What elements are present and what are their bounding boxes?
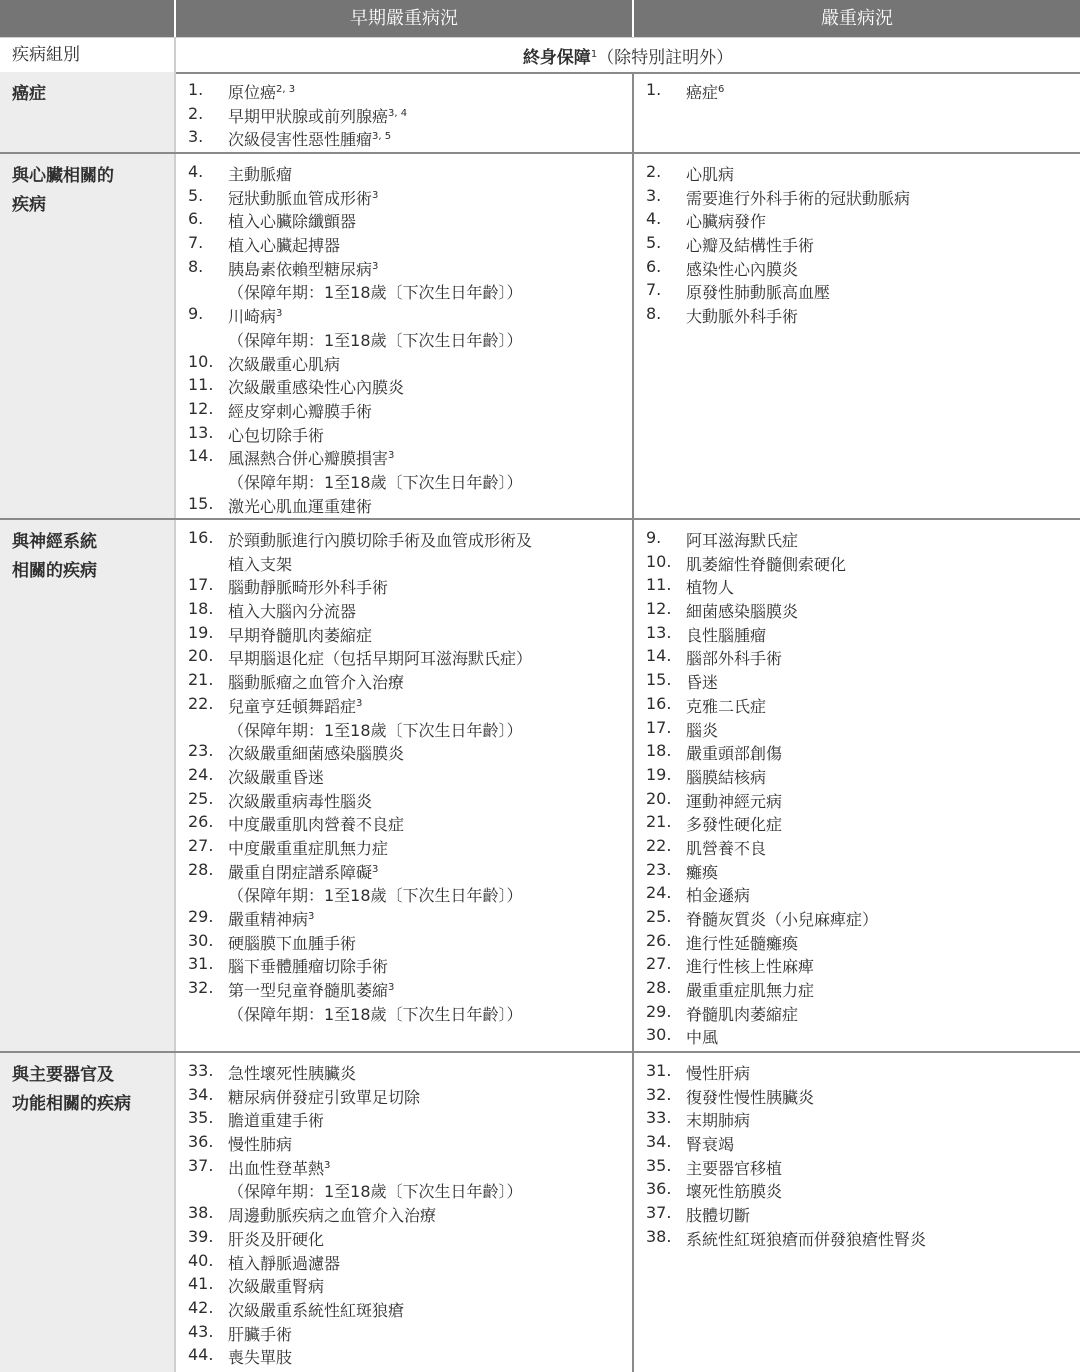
major-illness-list	[646, 526, 1076, 1047]
list-item: 1. 癌症$^6$	[646, 80, 725, 102]
list-item: 17. 腦炎	[646, 717, 719, 740]
list-item: 25. 脊髓灰質炎（小兒麻痺症）	[646, 907, 879, 929]
list-item: 11. 次級嚴重感染性心內膜炎	[188, 375, 405, 398]
list-item: 31. 慢性肝病	[646, 1061, 751, 1083]
major-illness-list	[646, 78, 1076, 102]
list-item: 14. 風濕熱合併心瓣膜損害$^3$	[188, 446, 395, 469]
table-header	[0, 0, 1080, 37]
list-item: 3. 需要進行外科手術的冠狀動脈病	[646, 185, 911, 208]
list-item: 13. 良性腦腫瘤	[646, 622, 767, 645]
list-item: 29. 脊髓肌肉萎縮症	[646, 1001, 799, 1024]
list-item: 37. 出血性登革熱$^3$	[188, 1155, 331, 1178]
list-item: （保障年期：1至18歲〔下次生日年齡〕）	[228, 1182, 523, 1202]
early-illness-list	[188, 526, 628, 1023]
list-item: 5. 心瓣及結構性手術	[646, 233, 815, 256]
list-item: 13. 心包切除手術	[188, 422, 325, 445]
major-illness-list	[646, 160, 1076, 326]
list-item: 3. 次級侵害性惡性腫瘤$^{3, 5}$	[188, 127, 392, 150]
list-item: 39. 肝炎及肝硬化	[188, 1226, 325, 1249]
list-item: 植入支架	[228, 554, 293, 574]
list-item: 6. 感染性心內膜炎	[646, 256, 799, 279]
early-illness-list	[188, 1059, 628, 1367]
list-item: 38. 系統性紅斑狼瘡而併發狼瘡性腎炎	[646, 1226, 927, 1249]
list-item: （保障年期：1至18歲〔下次生日年齡〕）	[228, 886, 523, 906]
header-critical-illness: 嚴重病況	[634, 0, 1080, 37]
list-item: 27. 中度嚴重重症肌無力症	[188, 835, 389, 858]
list-item: 30. 中風	[646, 1025, 719, 1048]
list-item: 38. 周邊動脈疾病之血管介入治療	[188, 1203, 437, 1226]
list-item: 4. 主動脈瘤	[188, 162, 293, 184]
list-item: 16. 於頸動脈進行內膜切除手術及血管成形術及	[188, 528, 533, 550]
disease-group-label: 疾病組別	[12, 45, 80, 65]
list-item: 12. 經皮穿刺心瓣膜手術	[188, 398, 373, 421]
list-item: 20. 早期腦退化症（包括早期阿耳滋海默氏症）	[188, 646, 533, 669]
list-item: 32. 復發性慢性胰臟炎	[646, 1084, 815, 1107]
early-illness-list	[188, 78, 628, 149]
list-item: 14. 腦部外科手術	[646, 646, 783, 669]
list-item: 36. 慢性肺病	[188, 1132, 293, 1155]
list-item: 22. 肌營養不良	[646, 835, 767, 858]
list-item: 24. 柏金遜病	[646, 883, 751, 906]
list-item: 19. 腦膜結核病	[646, 764, 767, 787]
list-item: 7. 植入心臟起搏器	[188, 233, 341, 256]
major-illness-list	[646, 1059, 1076, 1249]
list-item: 2. 心肌病	[646, 162, 735, 184]
group-name: 與神經系統 相關的疾病	[0, 520, 174, 1051]
list-item: 4. 心臟病發作	[646, 209, 767, 232]
list-item: 32. 第一型兒童脊髓肌萎縮$^3$	[188, 978, 395, 1001]
list-item: 30. 硬腦膜下血腫手術	[188, 930, 357, 953]
list-item: 16. 克雅二氏症	[646, 693, 767, 716]
list-item: 24. 次級嚴重昏迷	[188, 764, 325, 787]
list-item: 23. 癱瘓	[646, 859, 719, 882]
coverage-subheader	[0, 37, 1080, 74]
list-item: 40. 植入靜脈過濾器	[188, 1250, 341, 1273]
group-heart	[0, 154, 1080, 520]
list-item: 27. 進行性核上性麻痺	[646, 954, 815, 977]
list-item: 18. 嚴重頭部創傷	[646, 741, 783, 764]
list-item: 22. 兒童亨廷頓舞蹈症$^3$	[188, 693, 363, 716]
list-item: 2. 早期甲狀腺或前列腺癌$^{3, 4}$	[188, 103, 408, 126]
list-item: 7. 原發性肺動脈高血壓	[646, 280, 831, 303]
list-item: 9. 阿耳滋海默氏症	[646, 528, 799, 550]
list-item: 37. 肢體切斷	[646, 1203, 751, 1226]
group-name: 與主要器官及 功能相關的疾病	[0, 1053, 174, 1372]
list-item: 34. 腎衰竭	[646, 1132, 735, 1155]
list-item: 10. 肌萎縮性脊髓側索硬化	[646, 551, 847, 574]
list-item: 41. 次級嚴重腎病	[188, 1274, 325, 1297]
list-item: 17. 腦動靜脈畸形外科手術	[188, 575, 389, 598]
list-item: 6. 植入心臟除纖顫器	[188, 209, 357, 232]
list-item: 31. 腦下垂體腫瘤切除手術	[188, 954, 389, 977]
list-item: 33. 急性壞死性胰臟炎	[188, 1061, 357, 1083]
list-item: （保障年期：1至18歲〔下次生日年齡〕）	[228, 330, 523, 350]
list-item: 29. 嚴重精神病$^3$	[188, 907, 315, 929]
list-item: 8. 胰島素依賴型糖尿病$^3$	[188, 256, 379, 279]
list-item: 44. 喪失單肢	[188, 1345, 293, 1368]
list-item: 15. 昏迷	[646, 670, 719, 693]
list-item: 18. 植入大腦內分流器	[188, 599, 357, 622]
list-item: （保障年期：1至18歲〔下次生日年齡〕）	[228, 720, 523, 740]
list-item: （保障年期：1至18歲〔下次生日年齡〕）	[228, 472, 523, 492]
group-cancer	[0, 72, 1080, 154]
list-item: （保障年期：1至18歲〔下次生日年齡〕）	[228, 1004, 523, 1024]
list-item: 20. 運動神經元病	[646, 788, 783, 811]
list-item: 34. 糖尿病併發症引致單足切除	[188, 1084, 421, 1107]
list-item: 36. 壞死性筋膜炎	[646, 1179, 783, 1202]
list-item: 21. 腦動脈瘤之血管介入治療	[188, 670, 405, 693]
header-early-critical-illness: 早期嚴重病況	[176, 0, 632, 37]
list-item: 28. 嚴重重症肌無力症	[646, 978, 815, 1001]
list-item: 8. 大動脈外科手術	[646, 304, 799, 327]
list-item: 35. 主要器官移植	[646, 1155, 783, 1178]
group-nervous-system	[0, 520, 1080, 1053]
list-item: 35. 膽道重建手術	[188, 1108, 325, 1131]
list-item: 9. 川崎病$^3$	[188, 304, 283, 327]
list-item: （保障年期：1至18歲〔下次生日年齡〕）	[228, 283, 523, 303]
list-item: 1. 原位癌$^{2, 3}$	[188, 80, 296, 102]
list-item: 26. 進行性延髓癱瘓	[646, 930, 799, 953]
list-item: 33. 末期肺病	[646, 1108, 751, 1131]
coverage-label: 終身保障$^1$（除特別註明外）	[522, 48, 734, 68]
group-name: 癌症	[0, 72, 174, 152]
header-blank-cell	[0, 0, 174, 37]
list-item: 11. 植物人	[646, 575, 735, 598]
list-item: 10. 次級嚴重心肌病	[188, 351, 341, 374]
list-item: 42. 次級嚴重系統性紅斑狼瘡	[188, 1297, 405, 1320]
list-item: 12. 細菌感染腦膜炎	[646, 599, 799, 622]
list-item: 43. 肝臟手術	[188, 1321, 293, 1344]
list-item: 26. 中度嚴重肌肉營養不良症	[188, 812, 405, 835]
group-name: 與心臟相關的 疾病	[0, 154, 174, 518]
list-item: 25. 次級嚴重病毒性腦炎	[188, 788, 373, 811]
group-major-organs	[0, 1053, 1080, 1372]
list-item: 23. 次級嚴重細菌感染腦膜炎	[188, 741, 405, 764]
list-item: 15. 激光心肌血運重建術	[188, 493, 373, 516]
list-item: 21. 多發性硬化症	[646, 812, 783, 835]
list-item: 5. 冠狀動脈血管成形術$^3$	[188, 185, 379, 208]
list-item: 19. 早期脊髓肌肉萎縮症	[188, 622, 373, 645]
list-item: 28. 嚴重自閉症譜系障礙$^3$	[188, 859, 379, 882]
early-illness-list	[188, 160, 628, 515]
